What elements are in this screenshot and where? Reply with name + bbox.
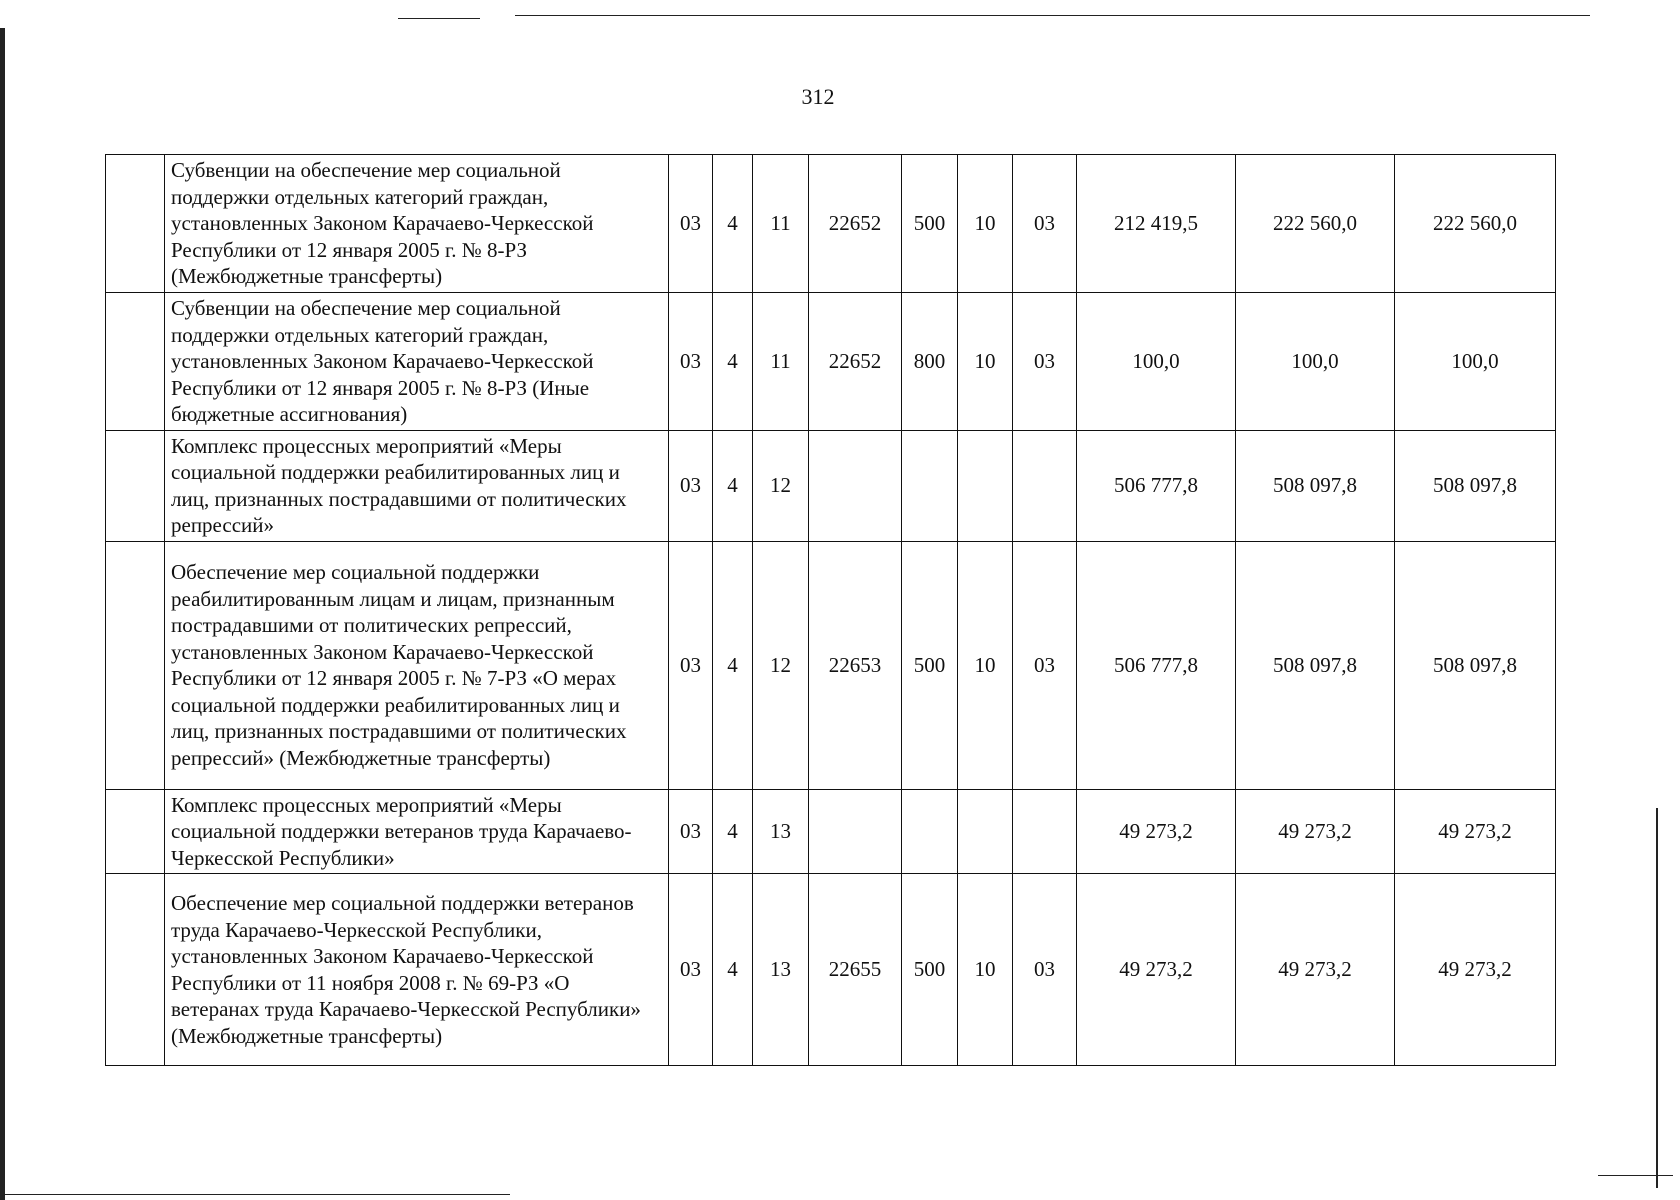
code-cell: 22655 xyxy=(809,874,902,1066)
code-cell xyxy=(809,430,902,541)
amount-cell: 212 419,5 xyxy=(1077,155,1236,293)
code-cell: 4 xyxy=(713,541,753,789)
description-cell: Комплекс процессных мероприятий «Меры социальной поддержки ветеранов труда Карачаево-Черкесской Республики» xyxy=(165,789,669,874)
code-cell: 03 xyxy=(1013,874,1077,1066)
code-cell: 500 xyxy=(902,874,958,1066)
scan-right-edge xyxy=(1656,808,1658,1188)
code-cell: 03 xyxy=(669,541,713,789)
row-number-cell xyxy=(106,789,165,874)
code-cell: 12 xyxy=(753,541,809,789)
code-cell: 10 xyxy=(958,541,1013,789)
scan-top-line-left xyxy=(398,18,480,19)
amount-cell: 49 273,2 xyxy=(1395,874,1556,1066)
code-cell: 4 xyxy=(713,155,753,293)
table-row xyxy=(106,293,1556,431)
amount-cell: 506 777,8 xyxy=(1077,430,1236,541)
code-cell: 22652 xyxy=(809,155,902,293)
code-cell xyxy=(1013,789,1077,874)
amount-cell: 49 273,2 xyxy=(1236,874,1395,1066)
code-cell: 03 xyxy=(1013,293,1077,431)
scan-bottom-line xyxy=(0,1194,510,1195)
code-cell: 03 xyxy=(1013,541,1077,789)
table-row xyxy=(106,430,1556,541)
code-cell: 03 xyxy=(669,789,713,874)
code-cell: 12 xyxy=(753,430,809,541)
code-cell: 11 xyxy=(753,155,809,293)
amount-cell: 100,0 xyxy=(1395,293,1556,431)
code-cell: 10 xyxy=(958,155,1013,293)
code-cell xyxy=(902,430,958,541)
budget-table xyxy=(105,154,1556,1066)
amount-cell: 49 273,2 xyxy=(1395,789,1556,874)
code-cell: 13 xyxy=(753,874,809,1066)
amount-cell: 508 097,8 xyxy=(1236,541,1395,789)
amount-cell: 222 560,0 xyxy=(1236,155,1395,293)
table-row xyxy=(106,789,1556,874)
table-row xyxy=(106,874,1556,1066)
amount-cell: 508 097,8 xyxy=(1236,430,1395,541)
code-cell xyxy=(958,789,1013,874)
code-cell: 03 xyxy=(669,293,713,431)
code-cell: 10 xyxy=(958,293,1013,431)
code-cell: 800 xyxy=(902,293,958,431)
code-cell: 22653 xyxy=(809,541,902,789)
description-cell: Обеспечение мер социальной поддержки ветеранов труда Карачаево-Черкесской Республики, установленных Законом Карачаево-Черкесской Республики от 11 ноября 2008 г. № 69-РЗ «О ветеранах труда Карачаево-Черкесской Республики» (Межбюджетные трансферты) xyxy=(165,874,669,1066)
row-number-cell xyxy=(106,155,165,293)
code-cell: 13 xyxy=(753,789,809,874)
amount-cell: 100,0 xyxy=(1077,293,1236,431)
code-cell: 500 xyxy=(902,155,958,293)
amount-cell: 222 560,0 xyxy=(1395,155,1556,293)
scan-left-edge xyxy=(0,28,5,1200)
scan-top-line-right xyxy=(515,15,1590,16)
code-cell: 03 xyxy=(669,430,713,541)
code-cell: 4 xyxy=(713,789,753,874)
code-cell xyxy=(958,430,1013,541)
code-cell xyxy=(809,789,902,874)
description-cell: Обеспечение мер социальной поддержки реабилитированным лицам и лицам, признанным пострадавшими от политических репрессий, установленных Законом Карачаево-Черкесской Республики от 12 января 2005 г. № 7-РЗ «О мерах социальной поддержки реабилитированных лиц и лиц, признанных пострадавшими от политических репрессий» (Межбюджетные трансферты) xyxy=(165,541,669,789)
table-row xyxy=(106,541,1556,789)
code-cell xyxy=(902,789,958,874)
amount-cell: 508 097,8 xyxy=(1395,541,1556,789)
row-number-cell xyxy=(106,541,165,789)
code-cell: 22652 xyxy=(809,293,902,431)
code-cell: 11 xyxy=(753,293,809,431)
amount-cell: 49 273,2 xyxy=(1236,789,1395,874)
page-number: 312 xyxy=(801,84,835,109)
code-cell: 10 xyxy=(958,874,1013,1066)
scan-right-bottom-line xyxy=(1598,1175,1673,1176)
amount-cell: 506 777,8 xyxy=(1077,541,1236,789)
description-cell: Комплекс процессных мероприятий «Меры социальной поддержки реабилитированных лиц и лиц, признанных пострадавшими от политических репрессий» xyxy=(165,430,669,541)
table-row xyxy=(106,155,1556,293)
code-cell: 500 xyxy=(902,541,958,789)
row-number-cell xyxy=(106,874,165,1066)
amount-cell: 49 273,2 xyxy=(1077,874,1236,1066)
row-number-cell xyxy=(106,293,165,431)
code-cell: 4 xyxy=(713,430,753,541)
code-cell: 4 xyxy=(713,293,753,431)
amount-cell: 100,0 xyxy=(1236,293,1395,431)
description-cell: Субвенции на обеспечение мер социальной поддержки отдельных категорий граждан, установленных Законом Карачаево-Черкесской Республики от 12 января 2005 г. № 8-РЗ (Иные бюджетные ассигнования) xyxy=(165,293,669,431)
code-cell: 03 xyxy=(1013,155,1077,293)
code-cell: 03 xyxy=(669,155,713,293)
code-cell xyxy=(1013,430,1077,541)
amount-cell: 49 273,2 xyxy=(1077,789,1236,874)
row-number-cell xyxy=(106,430,165,541)
code-cell: 03 xyxy=(669,874,713,1066)
description-cell: Субвенции на обеспечение мер социальной поддержки отдельных категорий граждан, установленных Законом Карачаево-Черкесской Республики от 12 января 2005 г. № 8-РЗ (Межбюджетные трансферты) xyxy=(165,155,669,293)
amount-cell: 508 097,8 xyxy=(1395,430,1556,541)
code-cell: 4 xyxy=(713,874,753,1066)
